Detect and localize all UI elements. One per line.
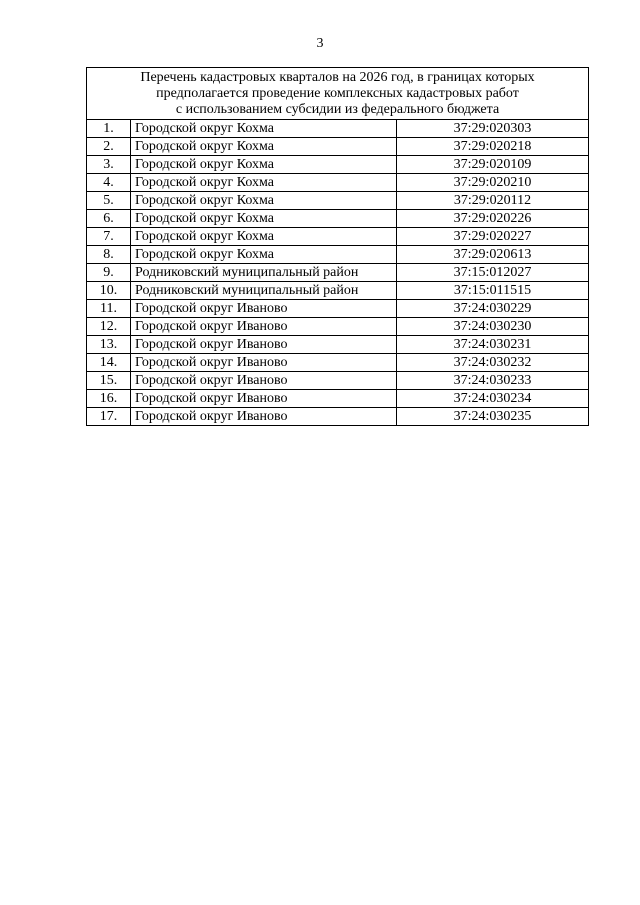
municipality-name: Родниковский муниципальный район — [131, 282, 397, 300]
table-row — [87, 210, 589, 228]
cadastral-number: 37:29:020112 — [397, 192, 589, 210]
cadastral-quarters-table — [86, 67, 589, 426]
municipality-name: Городской округ Кохма — [131, 156, 397, 174]
row-number: 15. — [87, 372, 131, 390]
municipality-name: Городской округ Иваново — [131, 408, 397, 426]
table-row — [87, 174, 589, 192]
row-number: 10. — [87, 282, 131, 300]
cadastral-number: 37:24:030234 — [397, 390, 589, 408]
municipality-name: Городской округ Иваново — [131, 300, 397, 318]
cadastral-number: 37:24:030233 — [397, 372, 589, 390]
municipality-name: Городской округ Кохма — [131, 228, 397, 246]
municipality-name: Городской округ Кохма — [131, 120, 397, 138]
table-row — [87, 318, 589, 336]
row-number: 8. — [87, 246, 131, 264]
municipality-name: Городской округ Кохма — [131, 174, 397, 192]
table-row — [87, 408, 589, 426]
municipality-name: Городской округ Кохма — [131, 246, 397, 264]
row-number: 11. — [87, 300, 131, 318]
row-number: 14. — [87, 354, 131, 372]
municipality-name: Городской округ Иваново — [131, 336, 397, 354]
cadastral-number: 37:15:011515 — [397, 282, 589, 300]
row-number: 17. — [87, 408, 131, 426]
table-row — [87, 372, 589, 390]
row-number: 4. — [87, 174, 131, 192]
row-number: 9. — [87, 264, 131, 282]
table-row — [87, 156, 589, 174]
row-number: 2. — [87, 138, 131, 156]
row-number: 13. — [87, 336, 131, 354]
table-title-row — [87, 68, 589, 120]
table-row — [87, 138, 589, 156]
cadastral-number: 37:29:020227 — [397, 228, 589, 246]
municipality-name: Родниковский муниципальный район — [131, 264, 397, 282]
cadastral-number: 37:29:020226 — [397, 210, 589, 228]
table-row — [87, 246, 589, 264]
municipality-name: Городской округ Иваново — [131, 354, 397, 372]
table-title — [87, 68, 589, 120]
table-row — [87, 192, 589, 210]
row-number: 7. — [87, 228, 131, 246]
table-title-line-3: с использованием субсидии из федерального бюджета — [175, 102, 500, 117]
cadastral-number: 37:29:020109 — [397, 156, 589, 174]
table-body — [87, 68, 589, 426]
table-row — [87, 336, 589, 354]
cadastral-number: 37:24:030232 — [397, 354, 589, 372]
municipality-name: Городской округ Иваново — [131, 390, 397, 408]
table-row — [87, 390, 589, 408]
row-number: 5. — [87, 192, 131, 210]
table-title-line-1: Перечень кадастровых кварталов на 2026 год, в границах которых — [140, 70, 535, 85]
cadastral-number: 37:24:030231 — [397, 336, 589, 354]
table-row — [87, 264, 589, 282]
row-number: 1. — [87, 120, 131, 138]
table-row — [87, 228, 589, 246]
row-number: 3. — [87, 156, 131, 174]
cadastral-number: 37:29:020613 — [397, 246, 589, 264]
municipality-name: Городской округ Кохма — [131, 192, 397, 210]
cadastral-number: 37:15:012027 — [397, 264, 589, 282]
cadastral-number: 37:29:020303 — [397, 120, 589, 138]
cadastral-number: 37:29:020210 — [397, 174, 589, 192]
cadastral-number: 37:24:030229 — [397, 300, 589, 318]
row-number: 6. — [87, 210, 131, 228]
table-title-line-2: предполагается проведение комплексных кадастровых работ — [156, 86, 519, 101]
table-row — [87, 354, 589, 372]
municipality-name: Городской округ Кохма — [131, 210, 397, 228]
cadastral-number: 37:29:020218 — [397, 138, 589, 156]
table-row — [87, 120, 589, 138]
page-number: 3 — [316, 36, 324, 51]
table-row — [87, 282, 589, 300]
cadastral-number: 37:24:030235 — [397, 408, 589, 426]
cadastral-number: 37:24:030230 — [397, 318, 589, 336]
municipality-name: Городской округ Иваново — [131, 318, 397, 336]
table-row — [87, 300, 589, 318]
municipality-name: Городской округ Иваново — [131, 372, 397, 390]
municipality-name: Городской округ Кохма — [131, 138, 397, 156]
row-number: 16. — [87, 390, 131, 408]
row-number: 12. — [87, 318, 131, 336]
